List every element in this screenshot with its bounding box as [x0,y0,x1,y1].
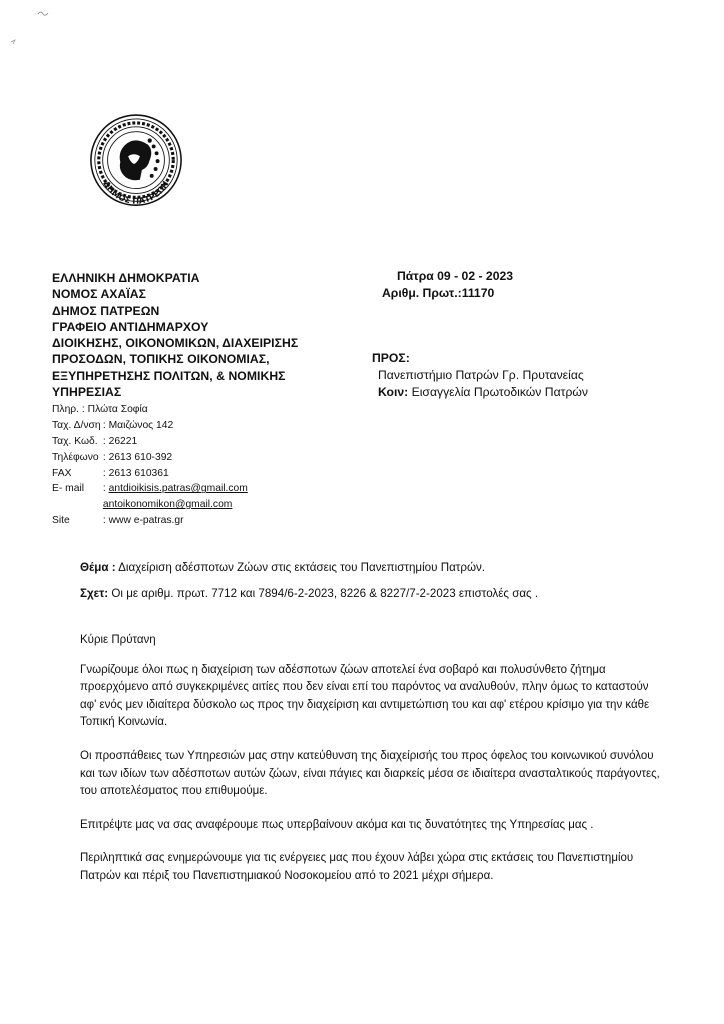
contact-email-2 [52,497,382,513]
phone-label: Τηλέφωνο [52,451,99,463]
contact-address [52,418,382,434]
postcode-label: Ταχ. Κωδ. [52,435,98,447]
org-line-8: ΥΠΗΡΕΣΙΑΣ [52,385,122,400]
site-value[interactable]: : www e-patras.gr [102,514,184,526]
subject-line [80,561,700,574]
site-label: Site [52,514,70,526]
seal-graphic [87,113,185,221]
subject-label: Θέμα : [80,561,116,574]
contact-fax [52,466,382,482]
body-paragraph-4: Περιληπτικά σας ενημερώνουμε για τις ενέργειες μας που έχουν λάβει χώρα στις εκτάσεις του Πανεπιστημίου Πατρών και πέριξ του Πανεπιστημιακού Νοσοκομείου από το 2021 μέχρι σήμερα. [80,852,634,882]
org-line-2: ΝΟΜΟΣ ΑΧΑΪΑΣ [52,287,146,302]
sender-block [52,270,382,529]
contact-details [52,402,382,528]
date-protocol-block [382,268,702,302]
body-paragraph-1: Γνωρίζουμε όλοι πως η διαχείριση των αδέσποτων ζώων αποτελεί ένα σοβαρό και πολυσύνθετο ζήτημα προερχόμενο από συγκεκριμένες αιτίες που δεν είναι επί του παρόντος να αναλυθούν, πλην όμως το καταστούν αφ' ενός μεν ιδιαίτερα δύσκολο ως προς την διαχείριση και αντιμετώπιση του και αφ' ετέρου κρίσιμο για την κάθε Τοπική Κοινωνία. [80,663,650,729]
protocol-number: Αριθμ. Πρωτ.:11170 [382,286,495,300]
org-line-4: ΓΡΑΦΕΙΟ ΑΝΤΙΔΗΜΑΡΧΟΥ [52,319,209,334]
address-label: Ταχ. Δ/νση [52,420,101,432]
org-line-7: ΕΞΥΠΗΡΕΤΗΣΗΣ ΠΟΛΙΤΩΝ, & ΝΟΜΙΚΗΣ [52,368,286,383]
contact-phone [52,450,382,466]
place-date: Πάτρα 09 - 02 - 2023 [397,269,514,283]
fax-value: : 2613 610361 [102,467,169,479]
letter-body [80,632,668,902]
org-line-6: ΠΡΟΣΟΔΩΝ, ΤΟΠΙΚΗΣ ΟΙΚΟΝΟΜΙΑΣ, [52,352,270,367]
to-recipient: Πανεπιστήμιο Πατρών Γρ. Πρυτανείας [378,368,584,382]
info-person-label: Πληρ. : [52,404,85,416]
postcode-value: : 26221 [102,435,138,447]
cc-line [372,384,712,401]
org-line-1: ΕΛΛΗΝΙΚΗ ΔΗΜΟΚΡΑΤΙΑ [52,271,200,285]
cc-label: Κοιν: [378,385,409,399]
address-value: : Μαιζώνος 142 [102,420,174,432]
org-line-3: ΔΗΜΟΣ ΠΑΤΡΕΩΝ [52,303,160,318]
fax-label: FAX [52,467,72,479]
contact-info-person [52,402,382,418]
email-separator: : [102,483,106,495]
email-link-2[interactable]: antoikonomikon@gmail.com [102,499,233,511]
cc-recipient: Εισαγγελία Πρωτοδικών Πατρών [411,385,588,399]
phone-value: : 2613 610-392 [102,451,173,463]
subject-text: Διαχείριση αδέσποτων Ζώων στις εκτάσεις του Πανεπιστημίου Πατρών. [118,561,486,574]
to-label: ΠΡΟΣ: [372,351,410,365]
contact-postcode [52,434,382,450]
recipient-block [372,350,712,401]
reference-text: Οι με αριθμ. πρωτ. 7712 και 7894/6-2-2023, 8226 & 8227/7-2-2023 επιστολές σας . [111,587,539,600]
seal-text: ΔΗΜΟΣ ΠΑΤΡΕΩΝ [101,179,171,206]
reference-line [80,587,700,600]
body-paragraph-2: Οι προσπάθειες των Υπηρεσιών μας στην κατεύθυνση της διαχείρισής του προς όφελος του κοινωνικού συνόλου και των ιδίων των αδέσποτων αυτών ζώων, είναι πάγιες και διαρκείς μέσα σε ιδιαίτερα ανασταλτικούς παράγοντες, του αποτελέσματος που επιθυμούμε. [80,749,660,798]
email-link-1[interactable]: antdioikisis.patras@gmail.com [108,483,248,495]
org-line-5: ΔΙΟΙΚΗΣΗΣ, ΟΙΚΟΝΟΜΙΚΩΝ, ΔΙΑΧΕΙΡΙΣΗΣ [52,336,299,351]
contact-email [52,481,382,497]
contact-site [52,513,382,529]
body-paragraph-3: Επιτρέψτε μας να σας αναφέρουμε πως υπερβαίνουν ακόμα και τις δυνατότητες της Υπηρεσίας μας . [80,818,594,831]
reference-label: Σχετ: [80,587,109,600]
salutation: Κύριε Πρύτανη [80,634,156,646]
municipality-seal [87,113,185,221]
handwritten-marks [0,0,724,60]
email-label: E- mail [52,483,85,495]
info-person-value: Πλώτα Σοφία [87,404,148,416]
